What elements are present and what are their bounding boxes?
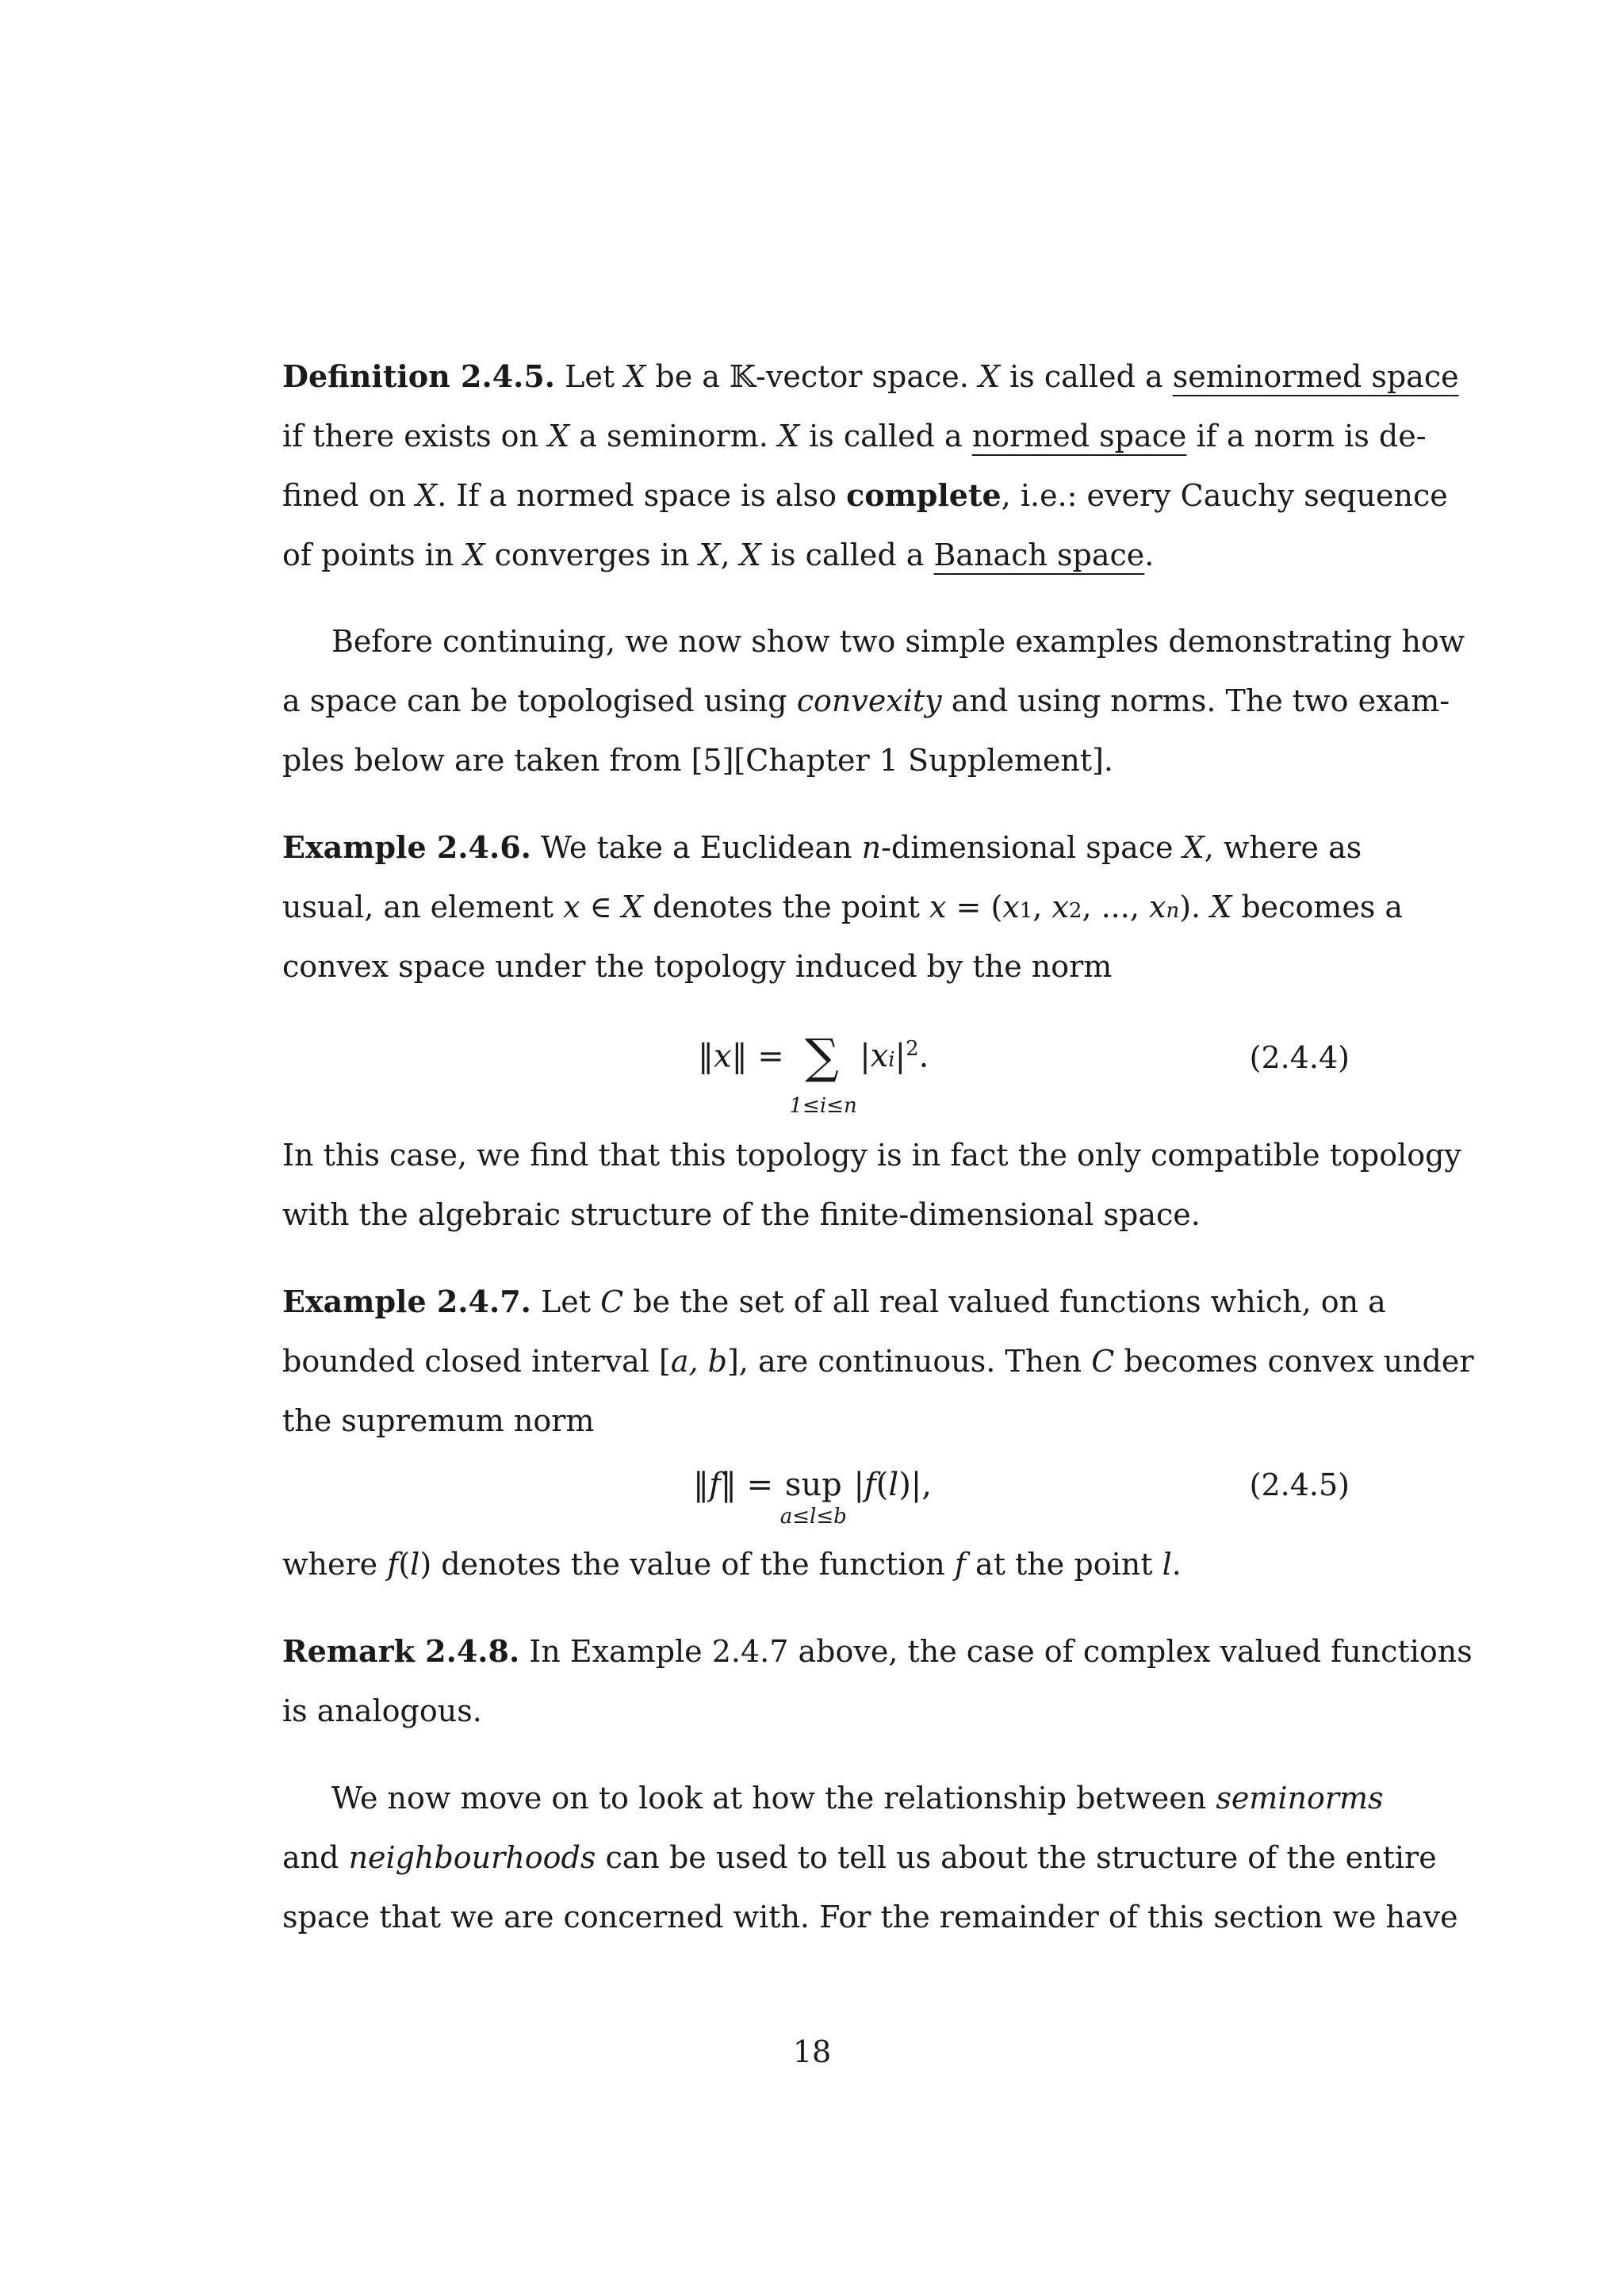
definition-line-4 [282,537,1350,573]
text: is called a [809,419,963,453]
sum-symbol: ∑ 1≤i≤n [789,1029,857,1119]
paragraph-2-line-3: space that we are concerned with. For the remainder of this section we have [282,1900,1458,1934]
text: where [282,1547,378,1582]
text: usual, an element [282,890,554,924]
emphasis-seminorms: seminorms [1216,1781,1384,1816]
equation-number-2-4-5: (2.4.5) [1249,1468,1350,1502]
emphasis-neighbourhoods: neighbourhoods [348,1840,596,1875]
equation-number-2-4-4: (2.4.4) [1249,1040,1350,1075]
math-x: X [699,538,721,572]
text: can be used to tell us about the structure of the entire [605,1840,1437,1875]
text: and using norms. The two exam- [951,683,1450,718]
remark-2-4-8-line-2: is analogous. [282,1693,482,1728]
text: at the point [975,1547,1153,1582]
text: converges in [494,538,690,572]
math-x: X [463,538,485,572]
term-banach-space: Banach space [933,538,1145,572]
text: . [1144,538,1155,572]
math-x-in-X: x ∈ X [563,890,643,924]
example-2-4-6-label: Example 2.4.6. [282,829,531,865]
text: Let [540,1284,591,1319]
text: bounded closed interval [282,1344,649,1379]
paragraph-1-line-2 [282,683,1450,719]
remark-2-4-8-label: Remark 2.4.8. [282,1633,520,1669]
text: , are continuous. Then [738,1344,1082,1379]
text: fined on [282,478,407,513]
math-f-of-l: f(l) [387,1547,432,1582]
math-x: X [1210,890,1232,924]
term-complete: complete [846,477,1002,513]
equation-2-4-4: ‖x‖ = ∑ 1≤i≤n $|xi|^2$. [698,1029,929,1119]
math-c: C [600,1284,624,1319]
text: , where as [1204,830,1362,865]
text: becomes convex under [1124,1344,1474,1379]
text: , [720,538,730,572]
definition-line-3 [282,477,1448,514]
example-2-4-7-line-1 [282,1284,1386,1320]
math-x: X [978,359,1001,394]
paragraph-2-line-2 [282,1839,1437,1876]
sup-operator: sup a≤l≤b [779,1467,847,1529]
math-x: X [624,359,646,394]
math-f: f [954,1547,966,1582]
emphasis-convexity: convexity [796,683,942,718]
math-interval: [a, b] [659,1344,739,1379]
definition-label: Definition 2.4.5. [282,358,556,394]
example-2-4-7-line-3: the supremum norm [282,1403,595,1438]
term-normed-space: normed space [971,419,1187,453]
text: , i.e.: every Cauchy sequence [1001,478,1448,513]
math-x: X [777,419,799,453]
math-l: l [1162,1547,1172,1582]
example-2-4-7-line-4 [282,1546,1350,1582]
text: denotes the value of the function [441,1547,945,1582]
page-number: 18 [792,2034,832,2069]
text: Let [565,359,615,394]
text: -dimensional space [881,830,1174,865]
math-x: X [739,538,761,572]
definition-line-1: Definition 2.4.5. Let X be a 𝕂-vector space. X is called a seminormed space [282,358,1459,394]
text: In Example 2.4.7 above, the case of complex valued functions [529,1634,1473,1669]
math-c: C [1091,1344,1115,1379]
text: if there exists on [282,419,539,453]
text: denotes the point [653,890,920,924]
paragraph-1-line-3: ples below are taken from [5][Chapter 1 Supplement]. [282,743,1114,778]
example-2-4-7-line-2 [282,1343,1474,1380]
definition-line-2 [282,418,1427,454]
text: is called a [1009,359,1163,394]
example-2-4-6-line-3: convex space under the topology induced by the norm [282,949,1113,984]
math-n: n [861,830,882,865]
text: . If a normed space is also [437,478,837,513]
text: and [282,1840,339,1875]
text: a space can be topologised using [282,683,787,718]
text: be a [655,359,720,394]
term-seminormed-space: seminormed space [1172,359,1459,394]
math-point-tuple: x = (x1, x2, ..., xn). [929,890,1201,924]
text: . [1171,1547,1182,1582]
example-2-4-6-line-2 [282,889,1404,929]
text: We take a Euclidean [540,830,852,865]
text: We now move on to look at how the relationship between [331,1781,1207,1816]
remark-2-4-8-line-1 [282,1633,1473,1670]
text: be the set of all real valued functions which, on a [633,1284,1386,1319]
example-2-4-7-label: Example 2.4.7. [282,1284,531,1319]
text: a seminorm. [579,419,768,453]
example-2-4-6-line-1 [282,829,1362,866]
paragraph-1-line-1: Before continuing, we now show two simple examples demonstrating how [331,624,1465,659]
example-2-4-6-line-4: In this case, we find that this topology is in fact the only compatible topology [282,1138,1461,1173]
text: if a norm is de- [1196,419,1427,453]
math-x: X [548,419,570,453]
math-x: X [416,478,438,513]
text: -vector space. [756,359,969,394]
paragraph-2-line-1 [331,1780,1384,1816]
equation-2-4-5: ‖f‖ = sup a≤l≤b |f(l)|, [693,1467,932,1529]
example-2-4-6-line-5: with the algebraic structure of the finite-dimensional space. [282,1197,1201,1232]
text: becomes a [1241,890,1404,924]
text: of points in [282,538,454,572]
math-x: X [1182,830,1205,865]
text: is called a [770,538,925,572]
